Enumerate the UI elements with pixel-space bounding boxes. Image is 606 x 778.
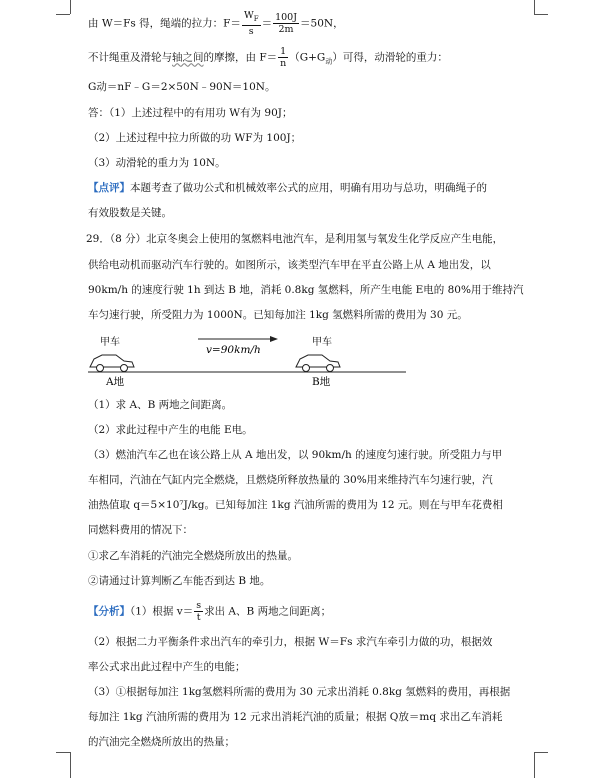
crop-mark-top-left — [70, 0, 71, 14]
text: 不计绳重及滑轮与 — [88, 51, 172, 64]
sub-question-1: （1）求 A、B 两地之间距离。 — [88, 399, 233, 411]
crop-mark-bottom-left — [56, 752, 70, 753]
sub-question-3-line-4: 同燃料费用的情况下： — [88, 524, 193, 536]
analysis-tag: 【分析】 — [88, 605, 130, 618]
car-right-label: 甲车 — [312, 337, 332, 348]
text: ＝ — [261, 17, 273, 30]
arrow-head — [270, 336, 278, 342]
denominator: t — [196, 612, 201, 623]
crop-mark-bottom-right — [534, 752, 535, 778]
fraction-wf-over-s — [242, 10, 261, 37]
denominator: n — [280, 58, 287, 69]
analysis-3-line-3: 的汽油完全燃烧所放出的热量； — [88, 736, 235, 748]
text: 的摩擦，由 F＝ — [203, 51, 278, 64]
formula-rope-force — [88, 10, 528, 37]
text: ）可得，动滑轮的重力： — [332, 51, 448, 64]
analysis-2-line-1: （2）根据二力平衡条件求出汽车的牵引力，根据 W＝Fs 求汽车牵引力做的功，根据效 — [88, 636, 493, 648]
speed-label: v=90km/h — [206, 344, 261, 356]
car-route-diagram — [88, 333, 408, 391]
crop-mark-bottom-right — [534, 752, 548, 753]
crop-mark-bottom-left — [70, 752, 71, 778]
question-29-line-3: 90km/h 的速度行驶 1h 到达 B 地，消耗 0.8kg 氢燃料，所产生电能 E电的 80%用于维持汽 — [88, 284, 524, 296]
denominator: 2m — [278, 23, 294, 35]
text: 由 W＝Fs 得，绳端的拉力：F＝ — [88, 17, 241, 30]
comment-line-2: 有效股数是关键。 — [88, 207, 172, 219]
sub-question-3-line-1: （3）燃油汽车乙也在该公路上从 A 地出发，以 90km/h 的速度匀速行驶。所受阻力与甲 — [88, 449, 503, 461]
crop-mark-top-right — [534, 14, 548, 15]
text: （G+G — [289, 51, 326, 64]
sub-question-2: （2）求此过程中产生的电能 E电。 — [88, 424, 253, 436]
analysis-2-line-2: 率公式求出此过程中产生的电能； — [88, 661, 246, 673]
fraction-100j-over-2m — [273, 12, 299, 35]
answer-2: （2）上述过程中拉力所做的功 WF为 100J； — [88, 132, 302, 144]
comment-line-1 — [88, 181, 528, 195]
comment-tag: 【点评】 — [88, 182, 130, 194]
car-right-icon — [296, 355, 340, 372]
analysis-3-line-1: （3）①根据每加注 1kg氢燃料所需的费用为 30 元求出消耗 0.8kg 氢燃料的费用，再根据 — [88, 686, 511, 698]
analysis-line-1 — [88, 600, 528, 623]
text: ＝50N， — [300, 17, 344, 30]
crop-mark-top-left — [56, 14, 70, 15]
text: （1）根据 v＝ — [130, 605, 194, 618]
question-29-line-4: 车匀速行驶，所受阻力为 1000N。已知每加注 1kg 氢燃料所需的费用为 30 元。 — [88, 309, 468, 321]
wavy-underlined-text: 轴之间 — [172, 51, 204, 64]
numerator: 100J — [275, 11, 298, 23]
numerator: 1 — [278, 46, 288, 58]
question-29-line-2: 供给电动机而驱动汽车行驶的。如图所示，该类型汽车甲在平直公路上从 A 地出发，以 — [88, 259, 491, 271]
denominator: s — [248, 25, 254, 37]
subscript: F — [253, 14, 259, 23]
analysis-3-line-2: 每加注 1kg 汽油所需的费用为 12 元求出消耗汽油的质量；根据 Q放＝mq 求出乙车消耗 — [88, 711, 503, 723]
car-left-icon — [90, 355, 134, 372]
point-b-label: B地 — [312, 376, 331, 388]
answer-1: 答：（1）上述过程中的有用功 W有为 90J； — [88, 107, 293, 119]
subscript: 动 — [325, 57, 333, 66]
text: 求出 A、B 两地之间距离； — [204, 605, 332, 618]
sub-question-3-part-1: ①求乙车消耗的汽油完全燃烧所放出的热量。 — [88, 550, 298, 562]
fraction-s-over-t — [194, 600, 203, 623]
car-left-label: 甲车 — [100, 337, 120, 348]
formula-pulley-weight — [88, 46, 528, 69]
point-a-label: A地 — [106, 376, 125, 388]
sub-question-3-part-2: ②请通过计算判断乙车能否到达 B 地。 — [88, 575, 271, 587]
numerator: s — [196, 600, 202, 611]
numerator: W — [243, 10, 254, 21]
calc-pulley-weight: G动＝nF﹣G＝2×50N﹣90N＝10N。 — [88, 81, 276, 93]
sub-question-3-line-3: 油热值取 q＝5×10⁷J/kg。已知每加注 1kg 汽油所需的费用为 12 元。则在与甲车花费相 — [88, 499, 503, 511]
text: 本题考查了做功公式和机械效率公式的应用，明确有用功与总功，明确绳子的 — [130, 182, 487, 194]
crop-mark-top-right — [534, 0, 535, 14]
question-29-line-1: 29．（8 分）北京冬奥会上使用的氢燃料电池汽车，是利用氢与氧发生化学反应产生电能， — [86, 233, 504, 245]
sub-question-3-line-2: 车相同，汽油在气缸内完全燃烧，且燃烧所释放热量的 30%用来维持汽车匀速行驶，汽 — [88, 474, 493, 486]
answer-3: （3）动滑轮的重力为 10N。 — [88, 157, 226, 169]
fraction-1-over-n — [278, 46, 288, 69]
